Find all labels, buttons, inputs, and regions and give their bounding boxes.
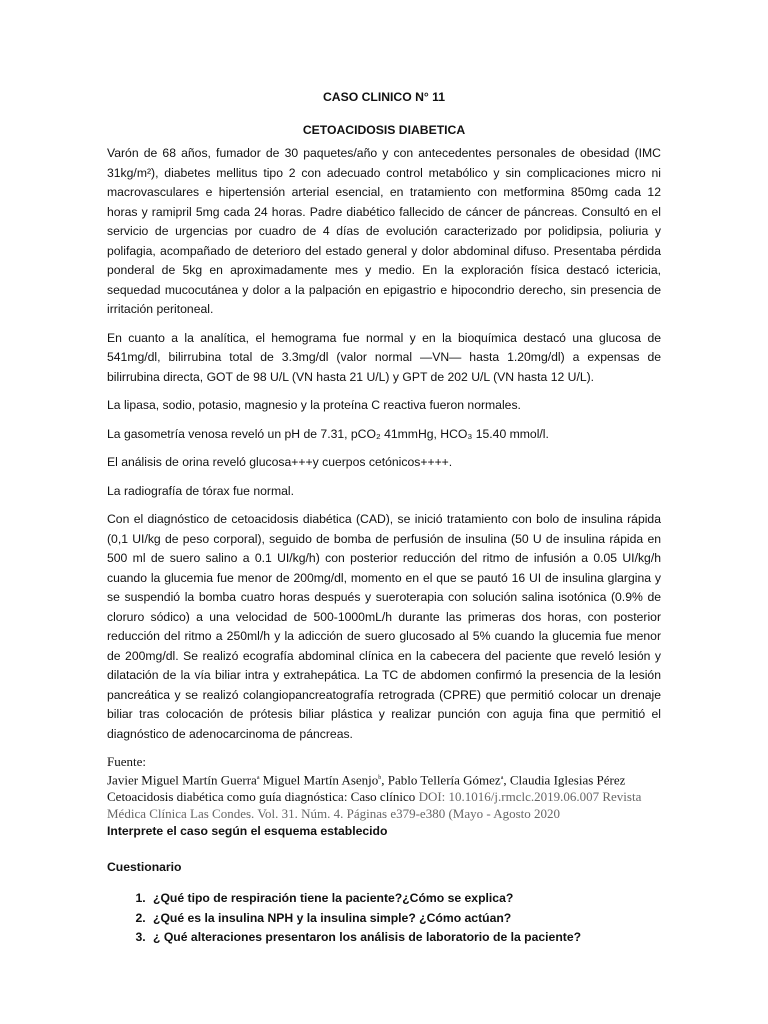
author-3: Pablo Tellería Gómez <box>387 772 501 788</box>
question-list <box>107 889 661 948</box>
case-title: CASO CLINICO N° 11 <box>322 90 446 104</box>
paragraph-treatment: Con el diagnóstico de cetoacidosis diabética (CAD), se inició tratamiento con bolo de insulina rápida (0,1 UI/kg de peso corporal), seguido de bomba de perfusión de insulina (50 U de insulina rápida en 500 ml de suero salino a 0.1 UI/kg/h) con posterior reducción del ritmo de infusión a 0.05 UI/kg/h cuando la glucemia fue menor de 200mg/dl, momento en el que se pautó 16 UI de insulina glargina y se suspendió la bomba cuatro horas después y sueroterapia con solución salina isotónica (0.9% de cloruro sódico) a una velocidad de 500-1000mL/h durante las primeras dos horas, con posterior reducción del ritmo a 250ml/h y la adicción de suero glucosado al 5% cuando la glucemia fue menor de 200mg/dl. Se realizó ecografía abdominal clínica en la cabecera del paciente que reveló lesión y dilatación de la vía biliar intra y extrahepática. La TC de abdomen confirmó la presencia de la lesión pancreática y se realizó colangiopancreatografía retrograda (CPRE) que permitió colocar un drenaje biliar tras colocación de prótesis biliar plástica y realizar punción con aguja fina que permitió el diagnóstico de adenocarcinoma de páncreas. <box>107 512 661 741</box>
author-1: Javier Miguel Martín Guerra <box>107 772 257 788</box>
paragraph-lipase: La lipasa, sodio, potasio, magnesio y la proteína C reactiva fueron normales. <box>107 398 521 412</box>
paragraph-xray: La radiografía de tórax fue normal. <box>107 483 294 498</box>
paragraph-urine: El análisis de orina reveló glucosa+++y cuerpos cetónicos++++. <box>107 455 453 469</box>
author-2: Miguel Martín Asenjo <box>262 772 379 788</box>
source-authors: Javier Miguel Martín Guerra$^a$ Miguel Martín Asenjo$^b$, Pablo Tellería Gómez$^a$, Claudia Iglesias Pérez <box>107 772 626 788</box>
source-citation: Cetoacidosis diabética como guía diagnóstica: Caso clínico <box>107 789 416 805</box>
author-1-affiliation: a <box>256 775 260 781</box>
source-doi-journal: DOI: 10.1016/j.rmclc.2019.06.007 Revista Médica Clínica Las Condes. Vol. 31. Núm. 4. Páginas e379-e380 (Mayo - Agosto 2020 <box>107 789 642 822</box>
author-2-affiliation: b <box>378 775 382 781</box>
instruction-text: Interprete el caso según el esquema establecido <box>107 824 388 839</box>
question-item: 1. ¿Qué tipo de respiración tiene la paciente?¿Cómo se explica? <box>149 889 661 909</box>
case-document <box>107 88 661 948</box>
author-3-affiliation: a <box>500 775 504 781</box>
question-item: 2. ¿Qué es la insulina NPH y la insulina simple? ¿Cómo actúan? <box>149 909 661 929</box>
source-block <box>107 753 661 822</box>
question-item: 3. ¿ Qué alteraciones presentaron los análisis de laboratorio de la paciente? <box>149 928 661 948</box>
source-citation-line <box>107 788 661 822</box>
paragraph-history: Varón de 68 años, fumador de 30 paquetes/año y con antecedentes personales de obesidad (IMC 31kg/m²), diabetes mellitus tipo 2 con adecuado control metabólico y sin complicaciones micro ni macrovasculares e hipertensión arterial esencial, en tratamiento con metformina 850mg cada 12 horas y ramipril 5mg cada 24 horas. Padre diabético fallecido de cáncer de páncreas. Consultó en el servicio de urgencias por cuadro de 4 días de evolución caracterizado por polidipsia, poliuria y polifagia, acompañado de deterioro del estado general y dolor abdominal difuso. Presentaba pérdida ponderal de 5kg en aproximadamente mes y medio. En la exploración física destacó ictericia, sequedad mucocutánea y dolor a la palpación en epigastrio e hipocondrio derecho, sin presencia de irritación peritoneal. <box>107 146 661 316</box>
paragraph-blood-gas: La gasometría venosa reveló un pH de 7.31, pCO₂ 41mmHg, HCO₃ 15.40 mmol/l. <box>107 426 549 441</box>
paragraph-labs: En cuanto a la analítica, el hemograma fue normal y en la bioquímica destacó una glucosa de 541mg/dl, bilirrubina total de 3.3mg/dl (valor normal —VN— hasta 1.20mg/dl) a expensas de bilirrubina directa, GOT de 98 U/L (VN hasta 21 U/L) y GPT de 202 U/L (VN hasta 12 U/L). <box>107 330 661 384</box>
author-4: Claudia Iglesias Pérez <box>509 772 626 788</box>
case-subtitle: CETOACIDOSIS DIABETICA <box>302 122 466 137</box>
source-label: Fuente: <box>107 754 146 769</box>
questionnaire-title: Cuestionario <box>107 859 182 874</box>
